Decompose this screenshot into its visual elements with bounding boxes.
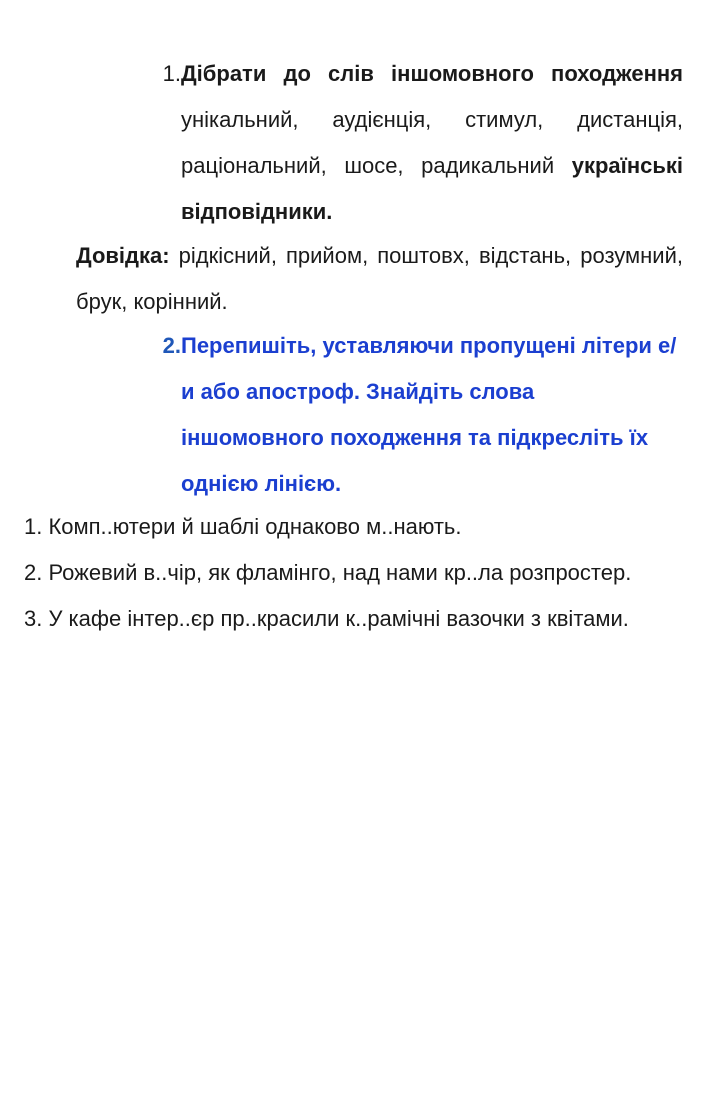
task-1-text	[181, 51, 683, 235]
task-2	[153, 323, 683, 507]
exercise-sentence-1: 1. Комп..ютери й шаблі однаково м..нають.	[24, 514, 462, 539]
hint-words: рідкісний, прийом, поштовх, відстань, розумний, брук, корінний.	[76, 243, 683, 314]
task-1-instruction-end: українські відповідники.	[181, 153, 683, 224]
exercise-sentence-3: 3. У кафе інтер..єр пр..красили к..рамічні вазочки з квітами.	[24, 606, 629, 631]
exercise-list	[24, 504, 683, 642]
hint-block	[76, 233, 683, 325]
task-1-word-list: унікальний, аудієнція, стимул, дистанція, раціональний, шосе, радикальний	[181, 107, 683, 178]
task-2-instruction: Перепишіть, уставляючи пропущені літери е/и або апостроф. Знайдіть слова іншомовного походження та підкресліть їх однією лінією.	[181, 333, 677, 496]
exercise-sentence-2: 2. Рожевий в..чір, як фламінго, над нами кр..ла розпростер.	[24, 560, 632, 585]
task-2-number: 2.	[162, 333, 181, 358]
hint-label: Довідка:	[76, 243, 170, 268]
task-1-number: 1.	[162, 61, 181, 86]
task-1-instruction-bold: Дібрати до слів іншомовного походження	[181, 61, 683, 86]
task-1	[153, 51, 683, 235]
